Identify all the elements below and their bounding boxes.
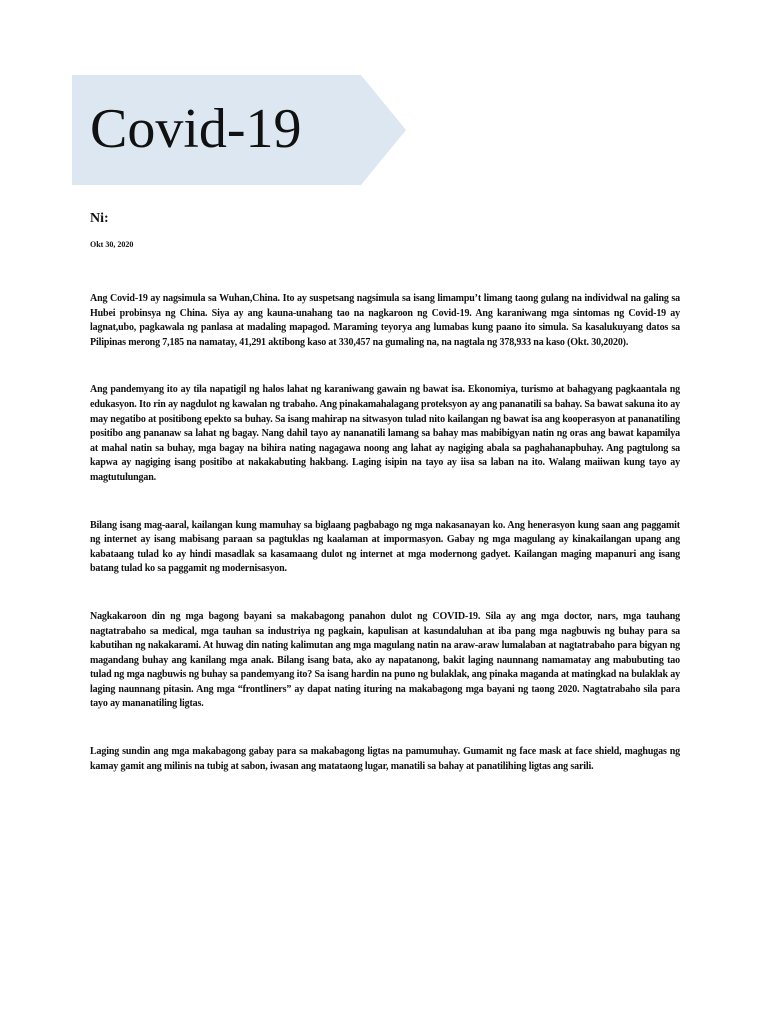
paragraph-pandemic-effects: Ang pandemyang ito ay tila napatigil ng halos lahat ng karaniwang gawain ng bawat isa. Ekonomiya, turismo at bahagyang pagkaantala ng edukasyon. Ito rin ay nagdulot ng kawalan ng trabaho. Ang pinakamahalagang proteksyon ay ang pananatili sa bahay. Sa bawat sakuna ito ay may negatibo at positibong epekto sa buhay. Sa isang mahirap na sitwasyon tulad nito kailangan ng bawat isa ang kooperasyon at pananatiling positibo ang pananaw sa lahat ng bagay. Nang dahil tayo ay nananatili lamang sa bahay mas mabibigyan natin ng oras ang bawat kapamilya at mahal natin sa buhay, mga bagay na bihira nating nagagawa noong ang lahat ay nagiging abala sa paghahanapbuhay. Ang pagtulong sa kapwa ay nagiging isang positibo at nakakabuting hakbang. Laging isipin na tayo ay iisa sa laban na ito. Walang maiiwan kung tayo ay magtutulungan.: [90, 384, 680, 483]
document-body: [90, 292, 680, 774]
author-label: Ni:: [90, 211, 109, 226]
paragraph-origin: Ang Covid-19 ay nagsimula sa Wuhan,China. Ito ay suspetsang nagsimula sa isang limampu’t limang taong gulang na individwal na galing sa Hubei probinsya ng China. Siya ay ang kauna-unahang tao na nagkaroon ng Covid-19. Ang karaniwang mga sintomas ng Covid-19 ay lagnat,ubo, pagkawala ng panlasa at madaling mapagod. Maraming teyorya ang lumabas kung paano ito simula. Sa kasalukuyang datos sa Pilipinas merong 7,185 na namatay, 41,291 aktibong kaso at 330,457 na gumaling na, na nagtala ng 378,933 na kaso (Okt. 30,2020).: [90, 293, 680, 348]
document-title: Covid-19: [90, 98, 302, 160]
paragraph-student: Bilang isang mag-aaral, kailangan kung mamuhay sa biglaang pagbabago ng mga nakasanayan ko. Ang henerasyon kung saan ang paggamit ng internet ay isang mabisang paraan sa pagtuklas ng kaalaman at impormasyon. Gabay ng mga magulang ay kinakailangan upang ang kabataang tulad ko ay hindi masadlak sa kasamaang dulot ng internet at mga modernong gadyet. Kailangan maging mapanuri ang isang batang tulad ko sa paggamit ng modernisasyon.: [90, 519, 680, 575]
paragraph-guidelines: Laging sundin ang mga makabagong gabay para sa makabagong ligtas na pamumuhay. Gumamit ng face mask at face shield, maghugas ng kamay gamit ang milinis na tubig at sabon, iwasan ang matataong lugar, manatili sa bahay at panatilihing ligtas ang sarili.: [90, 746, 680, 772]
document-date: Okt 30, 2020: [90, 240, 134, 249]
paragraph-heroes: Nagkakaroon din ng mga bagong bayani sa makabagong panahon dulot ng COVID-19. Sila ay ang mga doctor, nars, mga tauhang nagtatrabaho sa medical, mga tauhan sa industriya ng pagkain, kapulisan at kasundaluhan at iba pang mga nagbuwis ng buhay para sa kabutihan ng nakakarami. At huwag din nating kalimutan ang mga magulang natin na araw-araw lumalaban at nagtatrabaho para bigyan ng magandang buhay ang kanilang mga anak. Bilang isang bata, ako ay napatanong, bakit laging naunnang namamatay ang mabubuting tao tulad ng mga nagbuwis ng buhay sa pandemyang ito? Sa isang hardin na puno ng bulaklak, ang pinaka maganda at matingkad na bulaklak ay laging naunnang pitasin. Ang mga “frontliners” ay dapat nating ituring na makabagong mga bayani ng taong 2020. Nagtatrabaho sila para tayo ay mananatiling ligtas.: [90, 610, 680, 710]
